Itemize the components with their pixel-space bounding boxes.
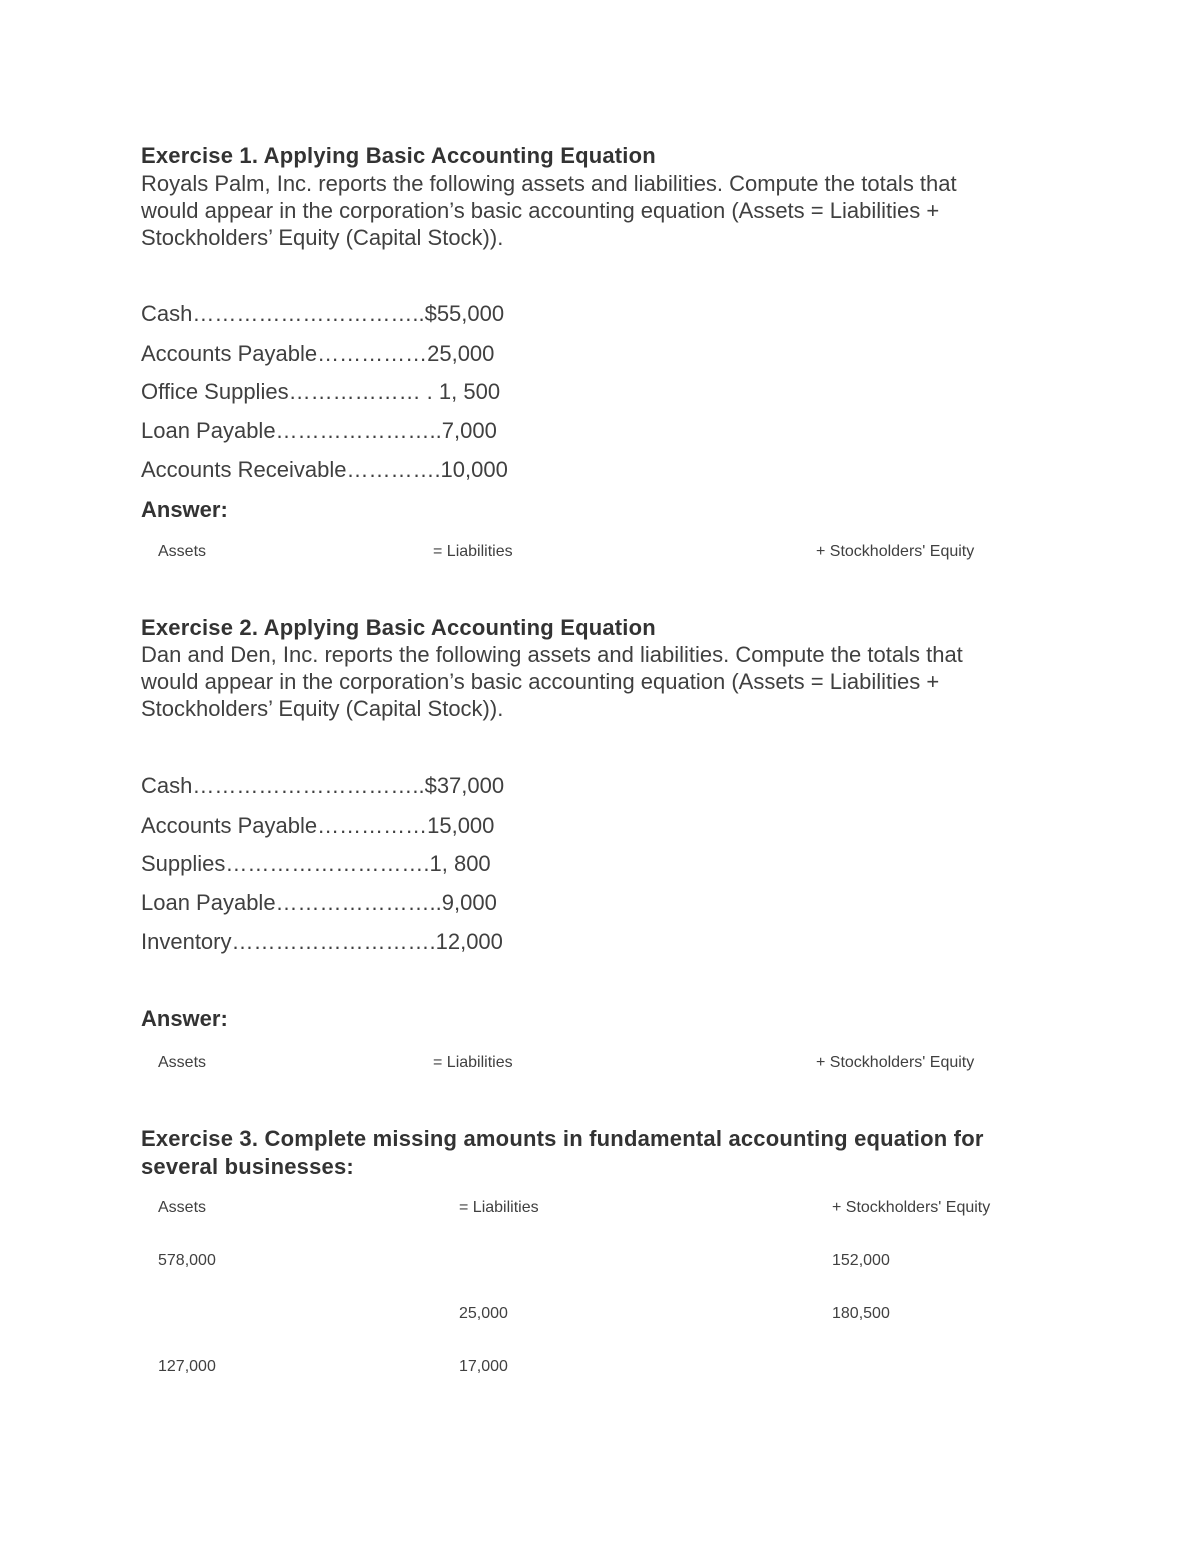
- exercise-1-liabilities-label: = Liabilities: [433, 543, 513, 560]
- exercise-2-item: Cash…………………………..$37,000: [141, 773, 505, 798]
- exercise-1-answer-label: Answer:: [141, 497, 228, 522]
- exercise-3-cell: 180,500: [832, 1305, 890, 1322]
- exercise-2-title: Exercise 2. Applying Basic Accounting Equation: [141, 615, 656, 640]
- exercise-1-item: Cash…………………………..$55,000: [141, 301, 505, 326]
- exercise-1-description-line: would appear in the corporation’s basic accounting equation (Assets = Liabilities +: [141, 198, 940, 223]
- exercise-3-cell: 25,000: [459, 1305, 508, 1322]
- exercise-2-description-line: Dan and Den, Inc. reports the following assets and liabilities. Compute the totals that: [141, 642, 963, 667]
- exercise-1-equity-label: + Stockholders' Equity: [816, 543, 975, 560]
- exercise-3-cell: 127,000: [158, 1358, 216, 1375]
- exercise-2-description-line: Stockholders’ Equity (Capital Stock)).: [141, 696, 504, 721]
- exercise-1-description-line: Royals Palm, Inc. reports the following assets and liabilities. Compute the totals that: [141, 171, 957, 196]
- exercise-3-column-header-equity: + Stockholders' Equity: [832, 1199, 991, 1216]
- exercise-2-item: Inventory……………………….12,000: [141, 929, 503, 954]
- exercise-1-item: Accounts Receivable………….10,000: [141, 457, 508, 482]
- exercise-1-assets-label: Assets: [158, 543, 207, 560]
- exercise-2-description: [141, 641, 1041, 722]
- exercise-3-title: [141, 1126, 984, 1180]
- exercise-2-liabilities-label: = Liabilities: [433, 1054, 513, 1071]
- exercise-1-description-line: Stockholders’ Equity (Capital Stock)).: [141, 225, 504, 250]
- exercise-3-cell: 152,000: [832, 1252, 890, 1269]
- exercise-2-item: Loan Payable…………………..9,000: [141, 890, 497, 915]
- exercise-2-item: Accounts Payable……………15,000: [141, 813, 495, 838]
- exercise-2-assets-label: Assets: [158, 1054, 207, 1071]
- exercise-3-column-header-liabilities: = Liabilities: [459, 1199, 539, 1216]
- exercise-3-cell: 578,000: [158, 1252, 216, 1269]
- exercise-3-title-line: several businesses:: [141, 1154, 354, 1179]
- exercise-1-item: Loan Payable…………………..7,000: [141, 418, 497, 443]
- exercise-2-description-line: would appear in the corporation’s basic accounting equation (Assets = Liabilities +: [141, 669, 940, 694]
- exercise-3-title-line: Exercise 3. Complete missing amounts in fundamental accounting equation for: [141, 1126, 984, 1151]
- exercise-2-answer-label: Answer:: [141, 1006, 228, 1031]
- exercise-2-equity-label: + Stockholders' Equity: [816, 1054, 975, 1071]
- exercise-3-column-header-assets: Assets: [158, 1199, 207, 1216]
- exercise-1-description: [141, 170, 1041, 251]
- exercise-1-item: Accounts Payable……………25,000: [141, 341, 495, 366]
- exercise-1-item: Office Supplies……………… . 1, 500: [141, 379, 501, 404]
- exercise-3-cell: 17,000: [459, 1358, 508, 1375]
- exercise-2-item: Supplies……………………….1, 800: [141, 851, 491, 876]
- exercise-1-title: Exercise 1. Applying Basic Accounting Equation: [141, 143, 656, 168]
